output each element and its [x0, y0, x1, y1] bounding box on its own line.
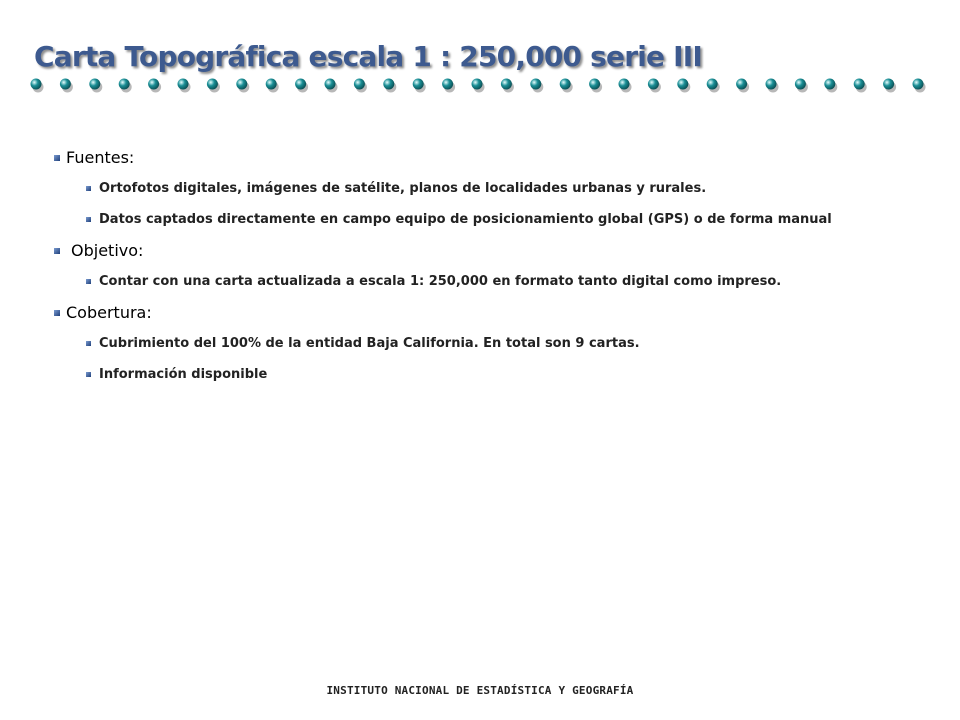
list-item-text: Cubrimiento del 100% de la entidad Baja California. En total son 9 cartas. — [99, 336, 640, 351]
teal-dot-icon — [795, 79, 806, 90]
section-heading-fuentes — [54, 148, 900, 167]
teal-dot-icon — [854, 79, 865, 90]
teal-dot-icon — [325, 79, 336, 90]
square-bullet-icon — [86, 217, 91, 222]
teal-dot-icon — [266, 79, 277, 90]
square-bullet-icon — [86, 341, 91, 346]
list-item-text: Ortofotos digitales, imágenes de satélite, planos de localidades urbanas y rurales. — [99, 181, 707, 196]
square-bullet-icon — [54, 310, 60, 316]
square-bullet-icon — [86, 372, 91, 377]
list-item — [86, 210, 900, 230]
footer-institution: INSTITUTO NACIONAL DE ESTADÍSTICA Y GEOGRAFÍA — [326, 684, 634, 697]
teal-dot-icon — [883, 79, 894, 90]
list-item — [86, 334, 900, 354]
list-item — [86, 272, 900, 292]
square-bullet-icon — [86, 186, 91, 191]
teal-dot-icon — [824, 79, 835, 90]
teal-dot-icon — [442, 79, 453, 90]
teal-dot-icon — [295, 79, 306, 90]
section-heading-label: Cobertura: — [66, 303, 152, 322]
section-heading-cobertura — [54, 303, 900, 322]
list-item — [86, 365, 900, 385]
teal-dot-icon — [383, 79, 394, 90]
list-item — [86, 179, 900, 199]
teal-dot-icon — [60, 79, 71, 90]
teal-dot-icon — [530, 79, 541, 90]
list-item-text: Contar con una carta actualizada a escala 1: 250,000 en formato tanto digital como impreso. — [99, 274, 782, 289]
teal-dot-icon — [619, 79, 630, 90]
slide-content — [54, 148, 900, 396]
teal-dot-icon — [207, 79, 218, 90]
section-heading-label: Fuentes: — [66, 148, 135, 167]
square-bullet-icon — [54, 155, 60, 161]
teal-dot-icon — [913, 79, 924, 90]
teal-dot-icon — [236, 79, 247, 90]
teal-dot-icon — [413, 79, 424, 90]
slide-title: Carta Topográfica escala 1 : 250,000 serie III — [34, 40, 703, 73]
teal-dot-icon — [472, 79, 483, 90]
teal-dot-icon — [148, 79, 159, 90]
teal-dot-icon — [766, 79, 777, 90]
section-heading-label: Objetivo: — [71, 241, 144, 260]
teal-dot-icon — [89, 79, 100, 90]
teal-dot-icon — [31, 79, 42, 90]
teal-dot-icon — [648, 79, 659, 90]
teal-dot-icon — [707, 79, 718, 90]
teal-dot-icon — [589, 79, 600, 90]
teal-dot-icon — [736, 79, 747, 90]
teal-dot-icon — [354, 79, 365, 90]
teal-dot-icon — [119, 79, 130, 90]
teal-dot-icon — [501, 79, 512, 90]
teal-dot-icon — [560, 79, 571, 90]
section-heading-objetivo — [54, 241, 900, 260]
teal-dot-icon — [677, 79, 688, 90]
square-bullet-icon — [54, 248, 60, 254]
teal-dot-icon — [178, 79, 189, 90]
square-bullet-icon — [86, 279, 91, 284]
list-item-text: Información disponible — [99, 367, 268, 382]
list-item-text: Datos captados directamente en campo equipo de posicionamiento global (GPS) o de forma manual — [99, 212, 832, 227]
decorative-dot-row — [26, 74, 936, 96]
